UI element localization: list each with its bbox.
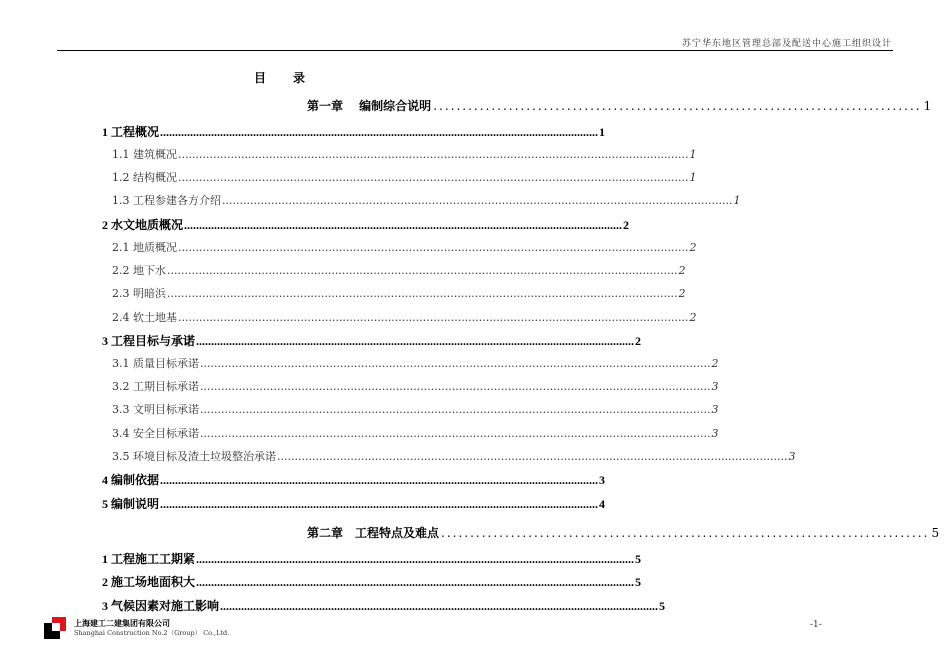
- entry-page: 3: [711, 403, 719, 416]
- entry-page: 5: [635, 575, 642, 589]
- toc-entry[interactable]: [112, 147, 697, 163]
- dot-leader: ..................................................................................................................................................: [196, 575, 635, 589]
- toc-entry[interactable]: [102, 551, 642, 567]
- company-logo-icon: [44, 617, 66, 639]
- dot-leader: ..................................................................................................................................................: [200, 380, 711, 393]
- entry-label: 1.1 建筑概况: [112, 148, 177, 161]
- entry-page: 2: [689, 311, 697, 324]
- toc-chapter-2[interactable]: [307, 524, 940, 541]
- dot-leader: ..................................................................................................................................................: [178, 171, 689, 184]
- entry-label: 2 施工场地面积大: [102, 575, 196, 589]
- entry-label: 2 水文地质概况: [102, 218, 184, 232]
- toc-entry[interactable]: [102, 217, 630, 233]
- entry-page: 2: [689, 241, 697, 254]
- toc-entry[interactable]: [112, 193, 741, 209]
- page-number: -1-: [810, 620, 822, 630]
- dot-leader: ..................................................................................................................................................: [277, 450, 788, 463]
- entry-label: 2.4 软土地基: [112, 311, 177, 324]
- toc-entry[interactable]: [112, 170, 697, 186]
- entry-label: 5 编制说明: [102, 497, 160, 511]
- entry-label: 3.1 质量目标承诺: [112, 357, 199, 370]
- entry-label: 3.5 环境目标及渣土垃圾整治承诺: [112, 450, 276, 463]
- toc-heading: 目 录: [253, 71, 306, 85]
- chapter-label: 第二章 工程特点及难点: [307, 526, 440, 540]
- dot-leader: ..................................................................................................................................................: [196, 552, 635, 566]
- entry-label: 4 编制依据: [102, 473, 160, 487]
- entry-label: 1 工程施工工期紧: [102, 552, 196, 566]
- entry-label: 3 气候因素对施工影响: [102, 599, 220, 613]
- entry-label: 3 工程目标与承诺: [102, 334, 196, 348]
- entry-page: 2: [635, 334, 642, 348]
- dot-leader: ..................................................................................................................................................: [200, 427, 711, 440]
- toc-entry[interactable]: [102, 124, 606, 140]
- dot-leader: ..................................................................................................................................................: [178, 148, 689, 161]
- entry-page: 1: [733, 194, 741, 207]
- dot-leader: ..................................................................................................................................................: [178, 241, 689, 254]
- dot-leader: ..................................................................................................................................................: [160, 497, 599, 511]
- dot-leader: ..................................................................................................................................................: [200, 357, 711, 370]
- toc-entry[interactable]: [112, 240, 697, 256]
- toc-chapter-1[interactable]: [307, 97, 932, 114]
- entry-page: 4: [599, 497, 606, 511]
- entry-page: 1: [689, 171, 697, 184]
- chapter-page: 5: [931, 526, 940, 540]
- chapter-page: 1: [923, 99, 932, 113]
- entry-page: 5: [659, 599, 666, 613]
- dot-leader: ..................................................................................................................................................: [196, 334, 635, 348]
- entry-label: 3.2 工期目标承诺: [112, 380, 199, 393]
- toc-entry[interactable]: [112, 402, 719, 418]
- footer-company-name-en: Shanghai Construction No.2（Group） Co.,Ltd.: [74, 629, 230, 637]
- dot-leader: ..................................................................................................................................................: [184, 218, 623, 232]
- toc-entry[interactable]: [112, 426, 719, 442]
- dot-leader: ..................................................................................................................................................: [167, 264, 678, 277]
- dot-leader: ..................................................................................................................................................: [222, 194, 733, 207]
- toc-entry[interactable]: [102, 574, 642, 590]
- dot-leader: ..................................................................................................................................................: [200, 403, 711, 416]
- toc-entry[interactable]: [102, 472, 606, 488]
- chapter-label: 第一章 编制综合说明: [307, 99, 432, 113]
- toc-entry[interactable]: [112, 286, 686, 302]
- toc-entry[interactable]: [112, 379, 719, 395]
- entry-label: 1.2 结构概况: [112, 171, 177, 184]
- entry-page: 2: [711, 357, 719, 370]
- entry-page: 3: [788, 450, 796, 463]
- entry-label: 1 工程概况: [102, 125, 160, 139]
- entry-page: 3: [599, 473, 606, 487]
- entry-page: 2: [623, 218, 630, 232]
- entry-page: 1: [689, 148, 697, 161]
- header-rule: [57, 50, 893, 51]
- entry-label: 2.2 地下水: [112, 264, 166, 277]
- entry-label: 3.4 安全目标承诺: [112, 427, 199, 440]
- toc-entry[interactable]: [112, 449, 796, 465]
- dot-leader: ..................................................................................................................................................: [178, 311, 689, 324]
- dot-leader: ....................................................................................: [441, 526, 930, 540]
- dot-leader: ..................................................................................................................................................: [220, 599, 659, 613]
- entry-label: 2.3 明暗浜: [112, 287, 166, 300]
- entry-page: 2: [678, 264, 686, 277]
- entry-page: 1: [599, 125, 606, 139]
- entry-label: 1.3 工程参建各方介绍: [112, 194, 221, 207]
- dot-leader: ....................................................................................: [433, 99, 922, 113]
- dot-leader: ..................................................................................................................................................: [160, 473, 599, 487]
- toc-entry[interactable]: [112, 310, 697, 326]
- dot-leader: ..................................................................................................................................................: [160, 125, 599, 139]
- footer-company-name: 上海建工二建集团有限公司: [74, 618, 170, 628]
- toc-entry[interactable]: [102, 598, 666, 614]
- toc-entry[interactable]: [112, 263, 686, 279]
- entry-page: 2: [678, 287, 686, 300]
- entry-label: 2.1 地质概况: [112, 241, 177, 254]
- toc-entry[interactable]: [102, 333, 642, 349]
- page-header-title: 苏宁华东地区管理总部及配送中心施工组织设计: [681, 39, 892, 49]
- dot-leader: ..................................................................................................................................................: [167, 287, 678, 300]
- logo-white-gap: [52, 623, 60, 631]
- entry-page: 5: [635, 552, 642, 566]
- entry-page: 3: [711, 427, 719, 440]
- toc-entry[interactable]: [102, 496, 606, 512]
- entry-page: 3: [711, 380, 719, 393]
- entry-label: 3.3 文明目标承诺: [112, 403, 199, 416]
- toc-entry[interactable]: [112, 356, 719, 372]
